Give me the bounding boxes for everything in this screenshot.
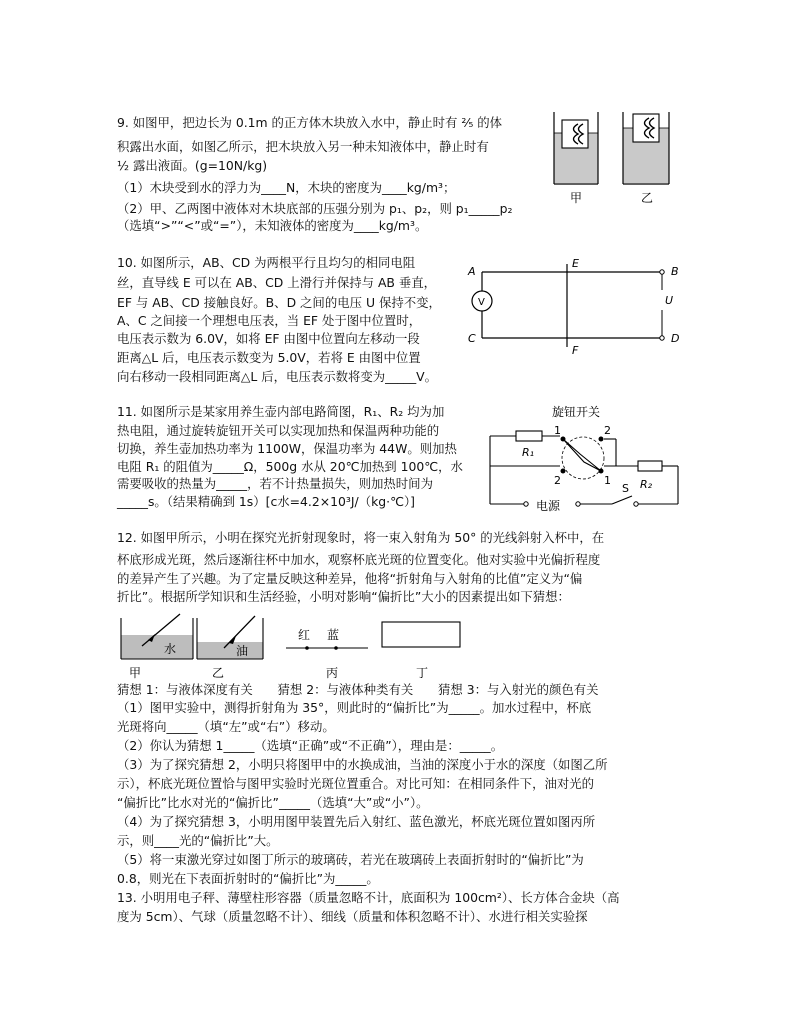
q10-line-3: EF 与 AB、CD 接触良好。B、D 之间的电压 U 保持不变， <box>117 295 441 310</box>
q10-line-2: 丝，直导线 E 可以在 AB、CD 上滑行并保持与 AB 垂直， <box>117 275 437 290</box>
q10-label-b: B <box>671 265 679 278</box>
q11-circuit-figure <box>488 400 688 518</box>
q12-sub-line-7: （4）为了探究猜想 3，小明用图甲装置先后入射红、蓝色激光，杯底光斑位置如图丙所 <box>117 814 596 829</box>
q11-line-3: 切换，养生壶加热功率为 1100W，保温功率为 44W。则加热 <box>117 441 457 456</box>
q11-contact-1-bottom: 1 <box>604 474 611 487</box>
q12-guesses: 猜想 1：与液体深度有关 猜想 2：与液体种类有关 猜想 3：与入射光的颜色有关 <box>117 682 599 697</box>
q9-label-yi: 乙 <box>641 191 654 205</box>
q11-contact-2-bottom: 2 <box>554 474 561 487</box>
q10-label-f: F <box>572 344 579 357</box>
q10-label-a: A <box>468 265 476 278</box>
q12-line-3: 的差异产生了兴趣。为了定量反映这种差异，他将“折射角与入射角的比值”定义为“偏 <box>117 571 583 586</box>
q12-blue-label: 蓝 <box>327 628 340 642</box>
q12-sub-line-5: 示），杯底光斑位置恰与图甲实验时光斑位置重合。对比可知：在相同条件下，油对光的 <box>117 776 595 791</box>
q12-sub-line-4: （3）为了探究猜想 2，小明只将图甲中的水换成油，当油的深度小于水的深度（如图乙所 <box>117 757 608 772</box>
q9-beaker-jia <box>554 112 598 184</box>
q12-fig-bing <box>286 627 368 650</box>
q10-line-1: 10. 如图所示，AB、CD 为两根平行且均匀的相同电阻 <box>117 255 416 270</box>
q9-line-4: （1）木块受到水的浮力为____N，木块的密度为____kg/m³； <box>117 180 456 195</box>
q12-line-4: 折比”。根据所学知识和生活经验，小明对影响“偏折比”大小的因素提出如下猜想： <box>117 589 570 604</box>
q12-sub-line-2: 光斑将向_____（填“左”或“右”）移动。 <box>117 719 335 734</box>
q11-line-2: 热电阻，通过旋转旋钮开关可以实现加热和保温两种功能的 <box>117 423 440 438</box>
q11-label-r1: R₁ <box>522 446 535 459</box>
q11-line-6: _____s。（结果精确到 1s）[c水=4.2×10³J/（kg·℃）] <box>117 494 416 509</box>
q10-circuit-figure <box>466 255 686 360</box>
q12-sub-line-9: （5）将一束激光穿过如图丁所示的玻璃砖，若光在玻璃砖上表面折射时的“偏折比”为 <box>117 852 584 867</box>
q12-line-1: 12. 如图甲所示，小明在探究光折射现象时，将一束入射角为 50° 的光线斜射入杯中，在 <box>117 530 605 545</box>
q11-resistor-r1 <box>516 431 542 441</box>
q9-line-1: 9. 如图甲，把边长为 0.1m 的正方体木块放入水中，静止时有 ²⁄₅ 的体 <box>117 115 503 130</box>
q9-line-3: ½ 露出液面。(g=10N/kg) <box>117 158 268 173</box>
q12-figures <box>112 612 472 680</box>
q9-figure <box>548 108 678 208</box>
q11-resistor-r2 <box>638 461 662 471</box>
q10-voltmeter-label: V <box>478 297 485 308</box>
q10-label-e: E <box>572 257 579 270</box>
q11-line-5: 需要吸收的热量为_____，若不计热量损失，则加热时间为 <box>117 476 433 491</box>
q9-line-5: （2）甲、乙两图中液体对木块底部的压强分别为 p₁、p₂，则 p₁_____p₂ <box>117 201 513 216</box>
q12-sub-line-8: 示，则____光的“偏折比”大。 <box>117 833 279 848</box>
q11-line-4: 电阻 R₁ 的阻值为_____Ω，500g 水从 20℃加热到 100℃，水 <box>117 459 463 474</box>
q12-oil-label: 油 <box>236 644 249 658</box>
q12-label-ding: 丁 <box>416 666 429 680</box>
q11-switch-s <box>612 496 632 504</box>
q11-label-r2: R₂ <box>640 478 653 491</box>
q12-red-label: 红 <box>298 628 311 642</box>
q9-line-6: （选填“>”“<”或“=”），未知液体的密度为____kg/m³。 <box>117 218 428 233</box>
q13-line-1: 13. 小明用电子秤、薄壁柱形容器（质量忽略不计，底面积为 100cm²）、长方体合金块（高 <box>117 890 620 905</box>
q11-label-s: S <box>622 482 629 495</box>
q11-knob-switch-label: 旋钮开关 <box>552 405 601 419</box>
q11-line-1: 11. 如图所示是某家用养生壶内部电路简图，R₁、R₂ 均为加 <box>117 404 445 419</box>
q12-label-jia: 甲 <box>129 666 142 680</box>
q10-label-d: D <box>671 332 680 345</box>
q10-label-u: U <box>665 294 674 307</box>
q12-line-2: 杯底形成光斑，然后逐渐往杯中加水，观察杯底光斑的位置变化。他对实验中光偏折程度 <box>117 552 601 567</box>
q12-sub-line-6: “偏折比”比水对光的“偏折比”_____（选填“大”或“小”）。 <box>117 795 429 810</box>
q12-fig-jia <box>121 614 193 659</box>
q9-beaker-yi <box>623 112 669 184</box>
q12-fig-yi <box>197 616 263 659</box>
q9-line-2: 积露出水面，如图乙所示，把木块放入另一种未知液体中，静止时有 <box>117 139 489 154</box>
q12-sub-line-1: （1）图甲实验中，测得折射角为 35°，则此时的“偏折比”为_____。加水过程中，杯底 <box>117 700 592 715</box>
q10-line-7: 向右移动一段相同距离△L 后，电压表示数将变为_____V。 <box>117 369 438 384</box>
q12-sub-line-3: （2）你认为猜想 1_____（选填“正确”或“不正确”），理由是：_____。 <box>117 738 504 753</box>
q10-line-6: 距离△L 后，电压表示数变为 5.0V，若将 E 由图中位置 <box>117 350 421 365</box>
q12-label-bing: 丙 <box>326 666 339 680</box>
q9-label-jia: 甲 <box>570 191 583 205</box>
q11-contact-2-top: 2 <box>604 424 611 437</box>
q10-line-5: 电压表示数为 6.0V，如将 EF 由图中位置向左移动一段 <box>117 331 420 346</box>
q12-sub-line-10: 0.8，则光在下表面折射时的“偏折比”为_____。 <box>117 871 379 886</box>
q12-label-yi: 乙 <box>212 666 225 680</box>
q10-line-4: A、C 之间接一个理想电压表，当 EF 处于图中位置时， <box>117 313 422 328</box>
q12-fig-ding-glass-brick <box>382 622 460 647</box>
q13-line-2: 度为 5cm）、气球（质量忽略不计）、细线（质量和体积忽略不计）、水进行相关实验探 <box>117 909 588 924</box>
q10-label-c: C <box>468 332 476 345</box>
q11-contact-1-top: 1 <box>554 424 561 437</box>
q12-water-label: 水 <box>164 642 177 656</box>
q11-power-source-label: 电源 <box>536 499 561 513</box>
